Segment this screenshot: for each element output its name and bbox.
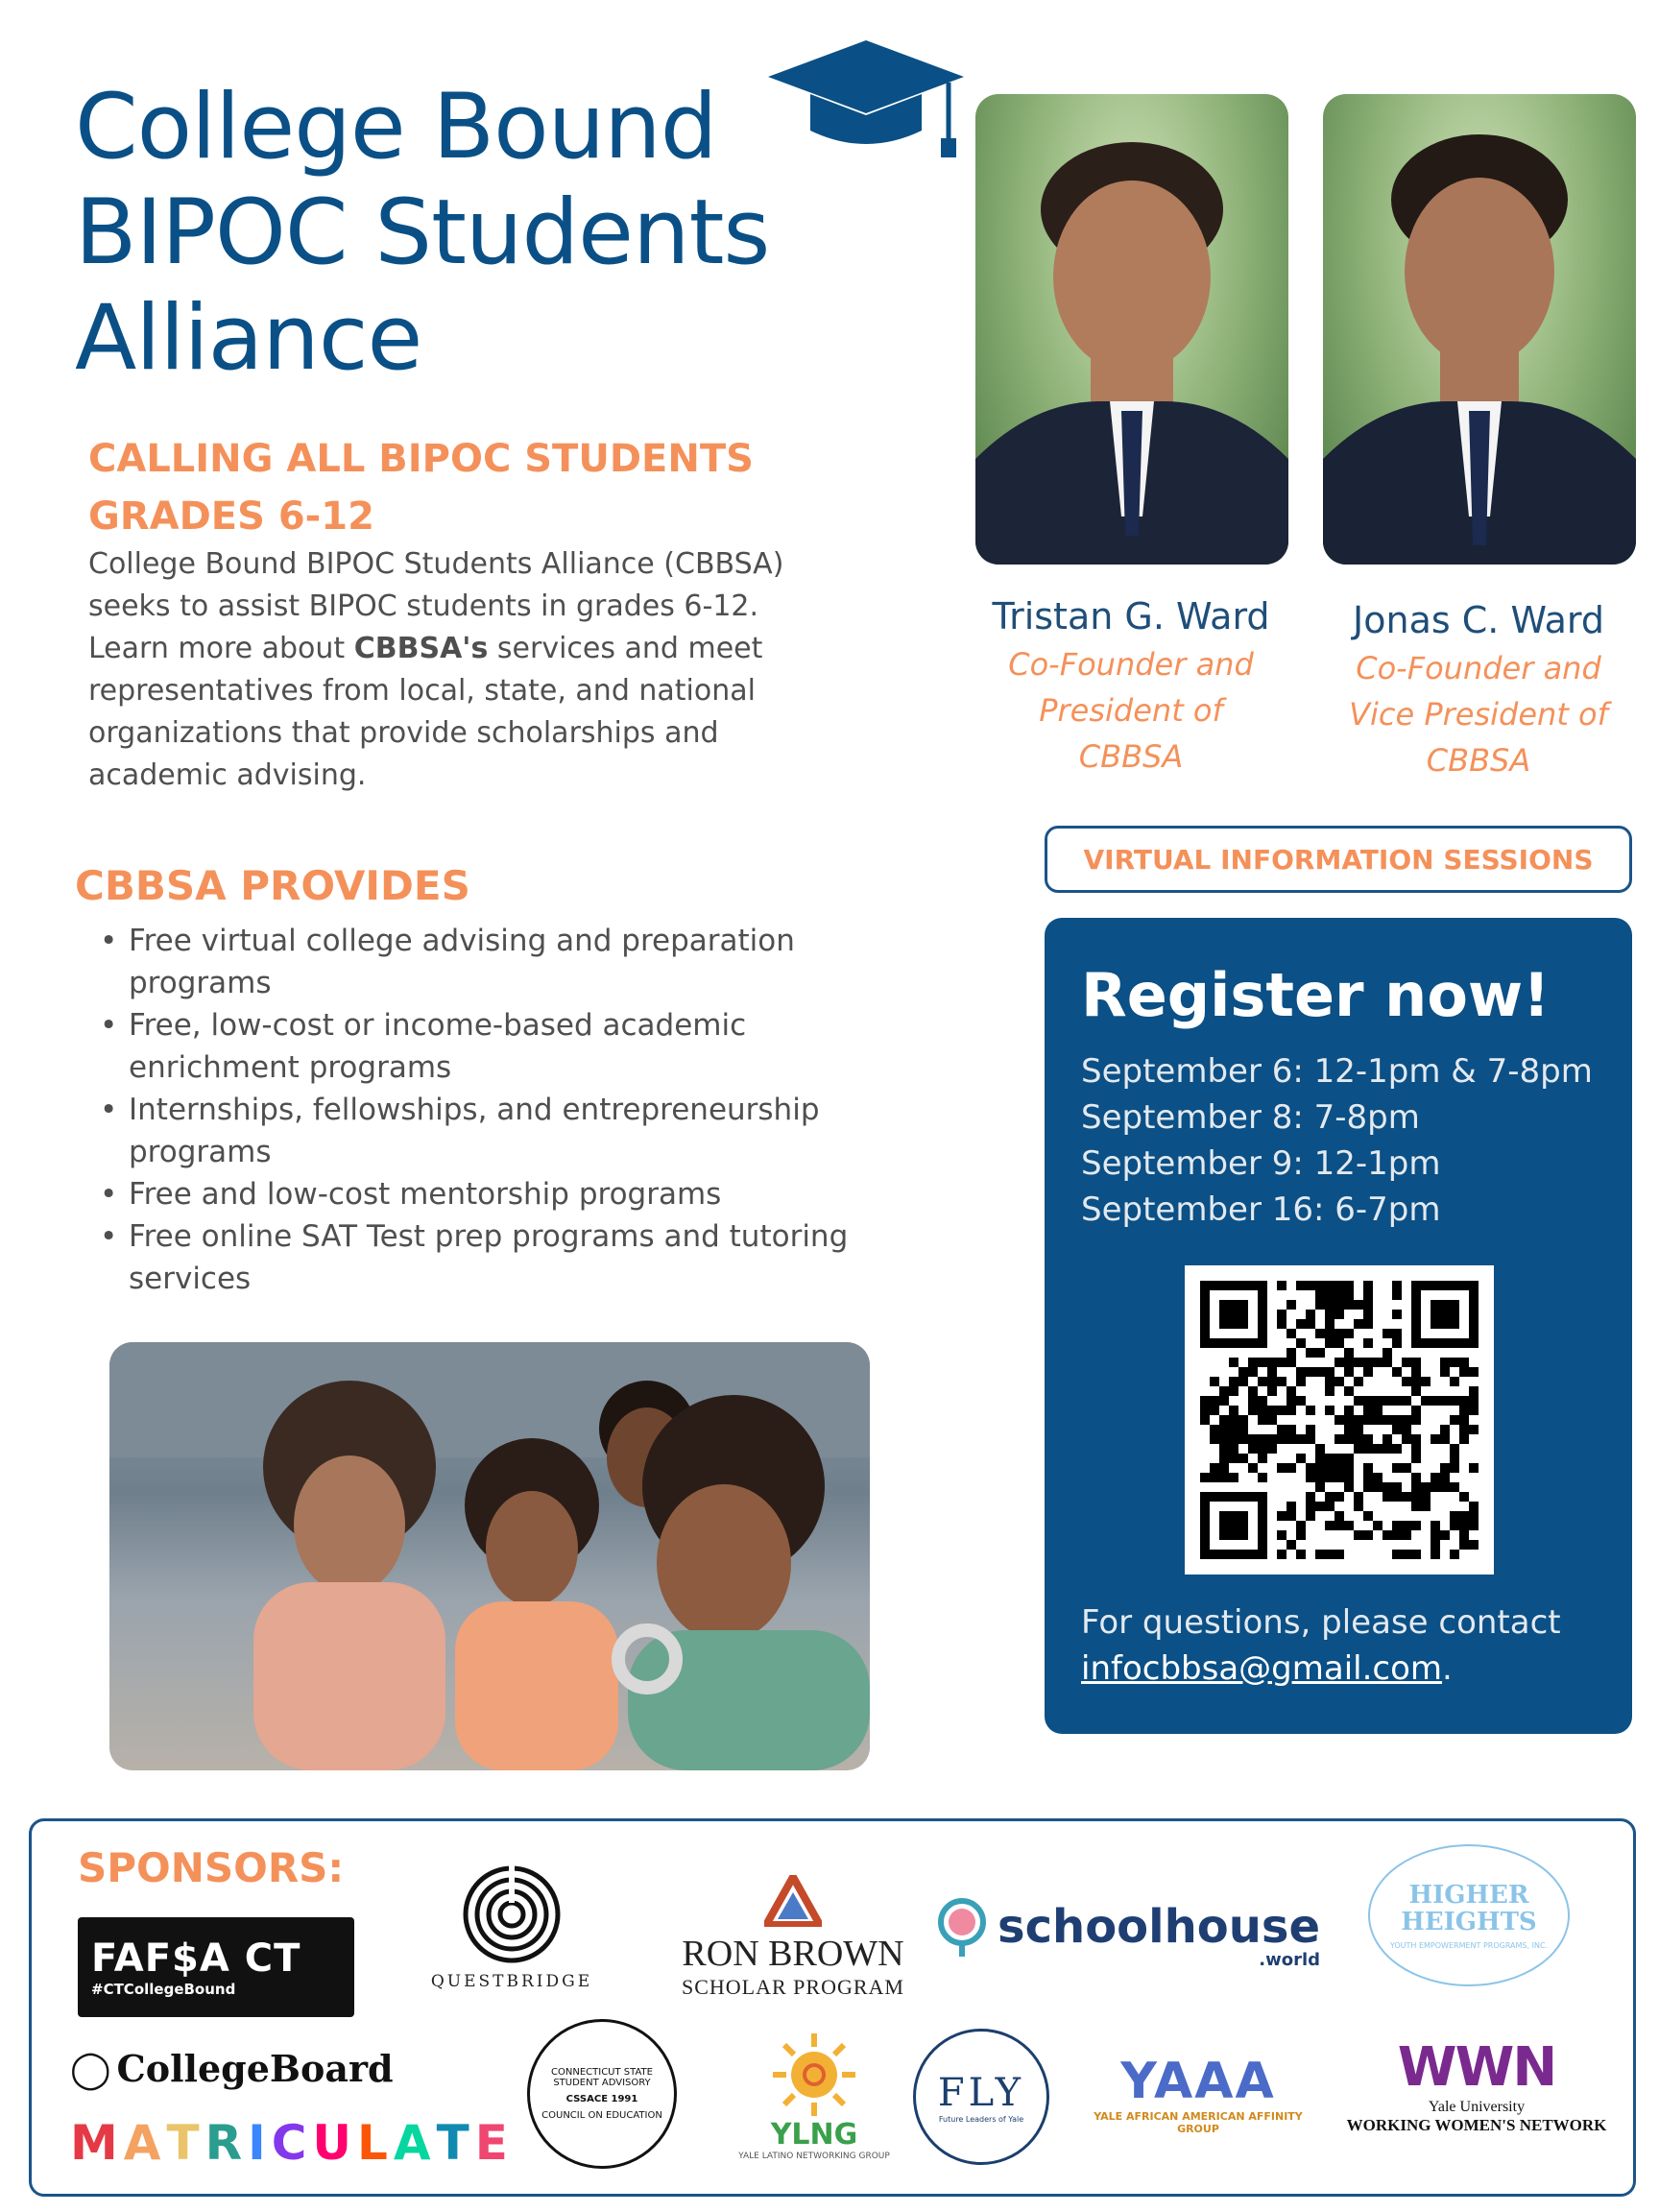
collegeboard-logo-text: CollegeBoard xyxy=(116,2046,394,2090)
sponsors-title: SPONSORS: xyxy=(78,1844,345,1891)
ronbrown-logo-line-2: SCHOLAR PROGRAM xyxy=(682,1975,904,1999)
fly-logo xyxy=(913,2029,1049,2165)
ronbrown-logo-line-1: RON BROWN xyxy=(682,1934,904,1974)
globe-apple-icon xyxy=(934,1893,990,1960)
sponsors-panel xyxy=(29,1818,1636,2197)
page-title-line-3: Alliance xyxy=(75,286,422,391)
list-item: • Free, low-cost or income-based academic enrichment programs xyxy=(100,1004,897,1089)
session-dates-list xyxy=(1081,1048,1593,1233)
fafsa-logo-text: FAF$A CT xyxy=(91,1936,301,1981)
cssac-seal-logo xyxy=(527,2019,677,2169)
calling-heading-line-2: GRADES 6-12 xyxy=(88,494,374,539)
higher-heights-subtext: YOUTH EMPOWERMENT PROGRAMS, INC. xyxy=(1389,1940,1549,1950)
list-item: • Free online SAT Test prep programs and tutoring services xyxy=(100,1215,897,1300)
session-date: September 9: 12-1pm xyxy=(1081,1144,1441,1183)
ylng-logo-text: YLNG xyxy=(770,2117,858,2152)
matriculate-letter: C xyxy=(271,2115,313,2171)
founder-1-role-line: CBBSA xyxy=(1078,738,1184,775)
students-group-photo xyxy=(109,1342,870,1770)
ronbrown-triangle-icon xyxy=(764,1875,822,1927)
wwn-logo-line-3: WORKING WOMEN'S NETWORK xyxy=(1346,2115,1607,2134)
matriculate-letter: R xyxy=(204,2115,249,2171)
founder-1-role xyxy=(977,641,1285,780)
founder-1-role-line: President of xyxy=(1039,692,1223,729)
matriculate-letter: U xyxy=(312,2115,358,2171)
labyrinth-icon xyxy=(462,1864,562,1964)
session-date: September 8: 7-8pm xyxy=(1081,1098,1420,1137)
matriculate-letter: I xyxy=(248,2115,272,2171)
list-item: • Free and low-cost mentorship programs xyxy=(100,1173,897,1215)
founder-1-name: Tristan G. Ward xyxy=(992,595,1270,637)
matriculate-logo xyxy=(70,2109,514,2176)
matriculate-letter: A xyxy=(123,2115,167,2171)
page-title-line-2: BIPOC Students xyxy=(75,180,770,285)
acorn-icon: ◯ xyxy=(70,2046,111,2090)
cssac-top-text: CONNECTICUT STATE STUDENT ADVISORY xyxy=(551,2067,653,2088)
intro-text-1: College Bound BIPOC Students Alliance (CBBSA) seeks to assist BIPOC students in grades 6-12. Learn more about xyxy=(88,547,784,665)
registration-qr-code[interactable] xyxy=(1185,1265,1494,1575)
schoolhouse-logo-text: schoolhouse xyxy=(998,1900,1321,1954)
jonas-portrait-illustration xyxy=(1323,94,1636,565)
wwn-logo xyxy=(1318,2023,1635,2148)
cssac-center-text: CSSACE 1991 xyxy=(565,2094,638,2104)
ylng-logo xyxy=(723,2019,905,2173)
matriculate-letter: T xyxy=(166,2115,205,2171)
fly-logo-subtext: Future Leaders of Yale xyxy=(938,2114,1024,2124)
virtual-sessions-label: VIRTUAL INFORMATION SESSIONS xyxy=(1045,826,1632,893)
provides-heading: CBBSA PROVIDES xyxy=(75,862,470,909)
session-date: September 16: 6-7pm xyxy=(1081,1190,1441,1229)
yaaa-logo-subtext: YALE AFRICAN AMERICAN AFFINITY GROUP xyxy=(1094,2110,1303,2135)
jonas-portrait-photo xyxy=(1323,94,1636,565)
tristan-portrait-photo xyxy=(975,94,1288,565)
founder-2-role xyxy=(1325,645,1632,783)
higher-heights-logo xyxy=(1368,1844,1570,1986)
page-title-line-1: College Bound xyxy=(75,75,717,180)
schoolhouse-logo-subtext: .world xyxy=(1259,1950,1321,1970)
contact-text xyxy=(1081,1599,1619,1692)
founder-2-name: Jonas C. Ward xyxy=(1353,599,1604,641)
higher-heights-line-2: HEIGHTS xyxy=(1401,1907,1537,1936)
calling-heading xyxy=(88,430,754,545)
higher-heights-line-1: HIGHER xyxy=(1408,1880,1529,1910)
wwn-logo-text: WWN xyxy=(1397,2035,1556,2099)
tristan-portrait-illustration xyxy=(975,94,1288,565)
fafsa-ct-logo xyxy=(78,1917,354,2017)
matriculate-letter: L xyxy=(357,2115,394,2171)
register-title: Register now! xyxy=(1081,960,1551,1030)
schoolhouse-world-logo xyxy=(934,1879,1376,1975)
founder-1-role-line: Co-Founder and xyxy=(1008,646,1254,683)
graduation-cap-icon xyxy=(760,35,970,159)
ylng-logo-subtext: YALE LATINO NETWORKING GROUP xyxy=(738,2151,890,2161)
session-date: September 6: 12-1pm & 7-8pm xyxy=(1081,1052,1593,1091)
provides-list xyxy=(100,920,897,1300)
matriculate-letter: T xyxy=(436,2115,475,2171)
qr-code-icon xyxy=(1185,1265,1494,1575)
matriculate-letter: E xyxy=(474,2115,514,2171)
sun-spiral-icon xyxy=(771,2032,857,2118)
questbridge-logo-text: QUESTBRIDGE xyxy=(430,1972,593,1991)
intro-text-bold: CBBSA's xyxy=(353,632,489,665)
yaaa-logo xyxy=(1078,2036,1318,2152)
intro-paragraph xyxy=(88,543,799,797)
yaaa-logo-text: YAAA xyxy=(1120,2053,1276,2110)
contact-end: . xyxy=(1442,1649,1453,1688)
founder-2-role-line: Vice President of xyxy=(1349,696,1608,733)
ronbrown-logo xyxy=(654,1856,932,2019)
founder-2-role-line: Co-Founder and xyxy=(1356,650,1601,686)
list-item: • Free virtual college advising and preparation programs xyxy=(100,920,897,1004)
register-panel xyxy=(1045,918,1632,1734)
collegeboard-logo xyxy=(70,2034,394,2102)
contact-email-link[interactable]: infocbbsa@gmail.com xyxy=(1081,1649,1443,1688)
intro-text-2: services and meet representatives from local, state, and national organizations that provide scholarships and academic advising. xyxy=(88,632,763,792)
matriculate-letter: M xyxy=(70,2115,124,2171)
questbridge-logo xyxy=(406,1846,617,2009)
matriculate-letter: A xyxy=(393,2115,437,2171)
founder-2-role-line: CBBSA xyxy=(1426,742,1531,779)
list-item: • Internships, fellowships, and entrepreneurship programs xyxy=(100,1089,897,1173)
cssac-bottom-text: COUNCIL ON EDUCATION xyxy=(541,2110,662,2121)
students-photo-illustration xyxy=(109,1342,870,1770)
schoolhouse-logo-text-wrap xyxy=(998,1900,1321,1970)
contact-prefix: For questions, please contact xyxy=(1081,1603,1561,1642)
fafsa-logo-subtext: #CTCollegeBound xyxy=(91,1981,236,1998)
wwn-logo-line-2: Yale University xyxy=(1428,2098,1526,2115)
calling-heading-line-1: CALLING ALL BIPOC STUDENTS xyxy=(88,437,754,481)
fly-logo-text: FLY xyxy=(937,2070,1025,2115)
